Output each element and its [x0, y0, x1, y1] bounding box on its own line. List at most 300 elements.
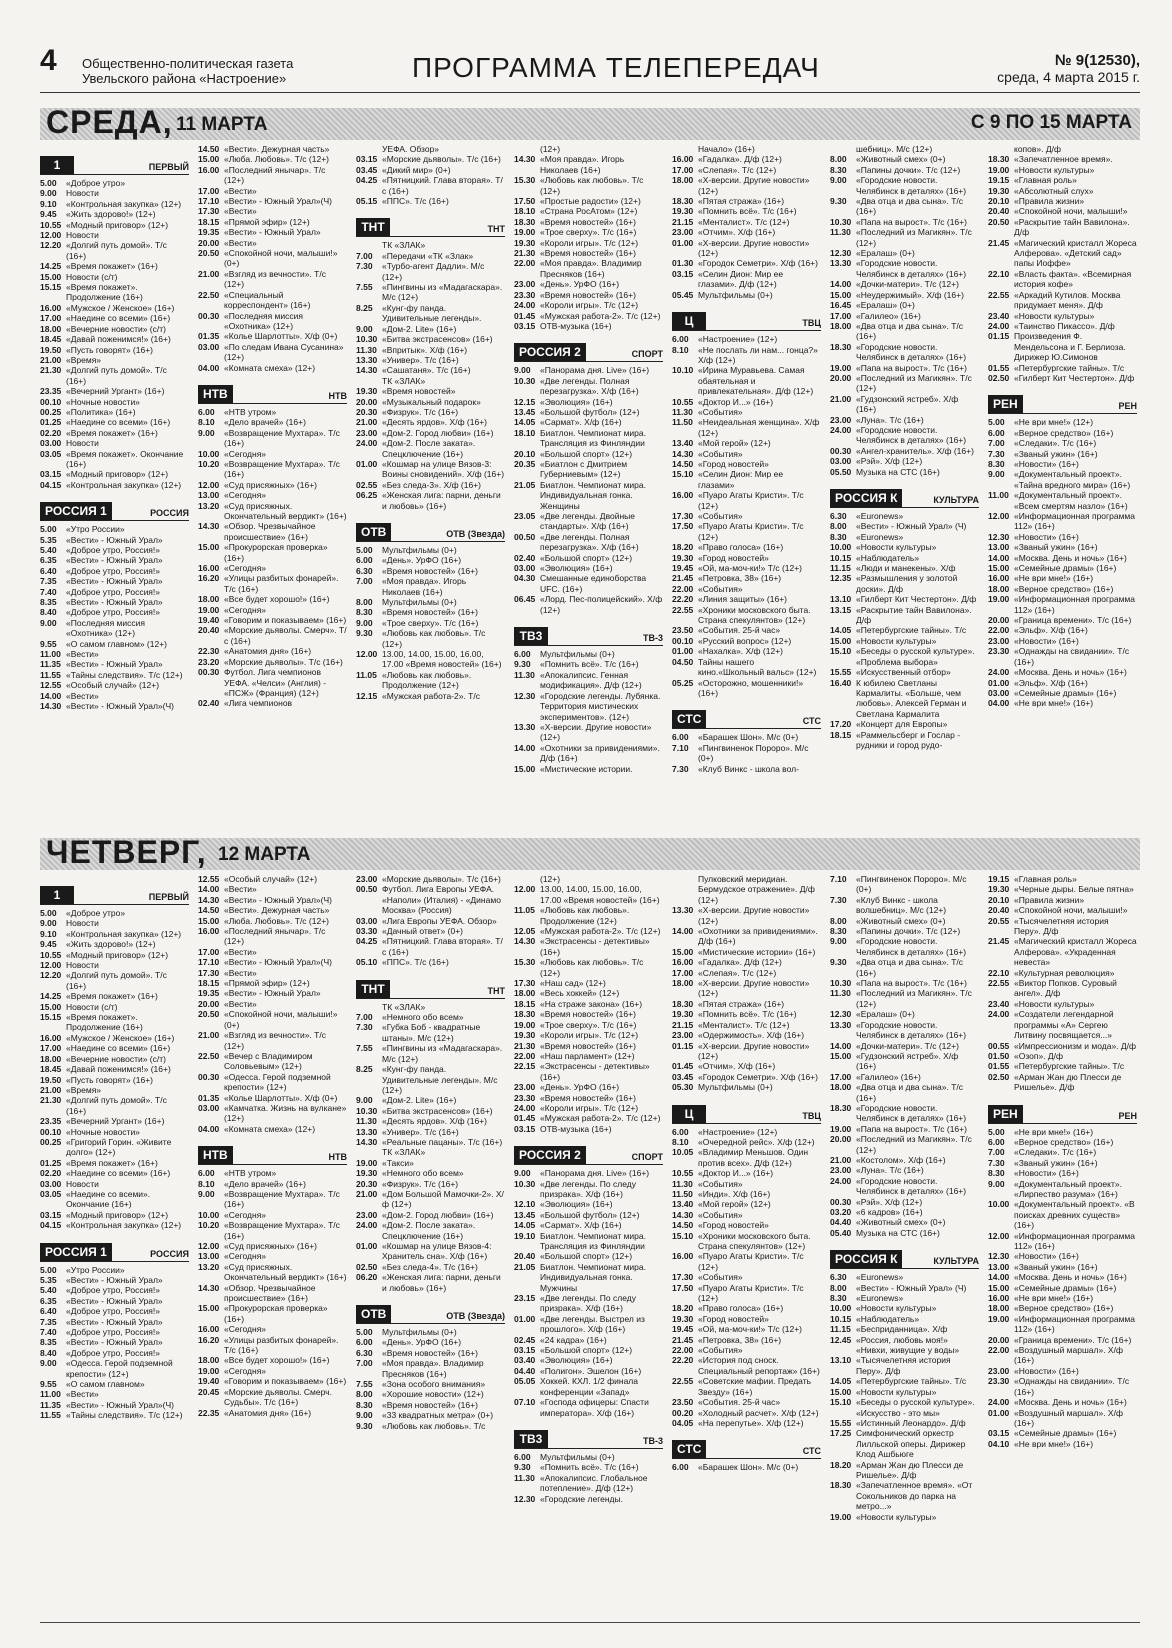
program-time: 21.15: [672, 216, 694, 227]
program-listing: [830, 300, 979, 310]
program-title: «Вести» - Южный Урал»: [66, 597, 163, 608]
program-listing: [40, 240, 189, 261]
program-title: «Барашек Шон». М/с (0+): [698, 732, 799, 743]
program-title: «Дом-2. Город любви» (16+): [382, 1209, 494, 1220]
program-listing: [514, 1231, 663, 1252]
program-time: 21.30: [514, 248, 536, 259]
program-title: «Григорий Горин. «Живите долго» (12+): [66, 1136, 172, 1158]
program-listing: [356, 1348, 505, 1358]
program-listing: [514, 594, 663, 615]
issue-info: [997, 52, 1140, 85]
program-listing: [988, 594, 1137, 615]
program-time: 7.55: [356, 1043, 373, 1054]
program-time: 12.05: [514, 926, 536, 937]
program-time: [356, 376, 382, 386]
program-listing: [988, 206, 1137, 216]
program-listing: [672, 1303, 821, 1313]
program-listing: [988, 459, 1137, 469]
program-title: «Взгляд из вечности». Т/с (12+): [224, 1030, 326, 1051]
program-listing: [672, 1020, 821, 1030]
program-title: Начало» (16+): [698, 144, 755, 154]
program-listing: [356, 936, 505, 957]
program-title: «Сегодня»: [224, 1251, 267, 1262]
program-title: «Городские новости. Челябинск в деталях» (16+): [856, 1102, 967, 1124]
program-time: 21.00: [40, 354, 62, 365]
program-listing: [198, 968, 347, 978]
program-time: 8.10: [672, 1136, 689, 1147]
program-listing: [514, 511, 663, 532]
program-title: Новости: [66, 960, 99, 971]
program-time: 16.00: [672, 957, 694, 968]
program-title: «Вести» - Южный Урал»: [66, 659, 163, 670]
program-time: 12.20: [40, 970, 62, 981]
program-title: «Жить здорово!» (12+): [66, 939, 156, 950]
program-title: Новости: [66, 1178, 99, 1189]
program-listing: [356, 345, 505, 355]
program-listing: [356, 407, 505, 417]
program-title: «Доброе утро, Россия!»: [66, 1327, 161, 1338]
program-listing: [830, 874, 979, 895]
program-title: «Модный приговор» (12+): [66, 1209, 169, 1220]
program-listing: [672, 605, 821, 626]
program-title: «День». УрФО (16+): [382, 1337, 462, 1348]
program-title: 13.00, 14.00, 15.00, 16.00, 17.00 «Время новостей» (16+): [540, 884, 660, 905]
program-listing: [988, 698, 1137, 708]
program-time: 8.00: [356, 597, 373, 608]
program-listing: [356, 165, 505, 175]
program-time: 21.00: [356, 1188, 378, 1199]
program-listing: [40, 355, 189, 365]
program-title: «Люба. Любовь». Т/с (12+): [224, 915, 329, 926]
program-listing: [356, 691, 505, 701]
program-listing: [40, 680, 189, 690]
program-listing: [198, 625, 347, 646]
program-listing: [356, 1106, 505, 1116]
program-title: «Беседы о русской культуре». «Искусство - это мы»: [856, 1397, 975, 1418]
program-listing: [514, 407, 663, 417]
program-time: 11.30: [514, 669, 535, 680]
program-time: 15.10: [830, 646, 852, 657]
program-listing: [356, 196, 505, 206]
program-listing: [830, 1041, 979, 1051]
program-time: 20.40: [988, 905, 1010, 916]
program-title: «События»: [698, 1272, 743, 1283]
program-listing: [988, 636, 1137, 646]
program-time: 01.00: [672, 237, 694, 248]
program-title: «Панорама дня. Live» (16+): [540, 365, 650, 376]
program-time: 12.55: [198, 874, 220, 884]
program-title: «Вести»: [224, 206, 257, 217]
program-title: «Новости культуры»: [1014, 310, 1095, 321]
program-time: 18.45: [40, 1064, 62, 1075]
program-title: «Пусть говорят» (16+): [66, 344, 154, 355]
program-time: 8.30: [830, 531, 847, 542]
program-time: 20.00: [198, 237, 220, 248]
program-title: «Абсолютный слух»: [1014, 185, 1094, 196]
program-listing: [198, 363, 347, 373]
program-listing: [672, 1041, 821, 1062]
program-time: 10.30: [356, 334, 378, 345]
program-title: «Две легенды. По следу призрака». Х/ф (16+): [540, 1293, 636, 1314]
program-listing: [40, 1265, 189, 1275]
program-time: 15.15: [40, 282, 62, 293]
program-time: 23.00: [672, 1030, 694, 1041]
program-title: ТК «ЗЛАК»: [382, 1147, 426, 1158]
program-listing: [988, 1127, 1137, 1137]
program-time: 21.45: [988, 237, 1010, 248]
program-title: «Пуаро Агаты Кристи». Т/с (12+): [698, 490, 804, 511]
program-time: 18.20: [830, 1459, 852, 1470]
program-time: 02.20: [40, 427, 62, 438]
program-title: «Городские новости. Челябинск в деталях» (16+): [856, 341, 967, 363]
program-title: «Городские новости. Челябинск в деталях» (16+): [856, 1019, 967, 1041]
program-title: «Вести» - Южный Урал»: [66, 1316, 163, 1327]
program-title: «Время новостей» (16+): [540, 216, 636, 227]
program-title: «Пингвиненок Пороро». М/с (0+): [698, 742, 809, 764]
program-listing: [40, 929, 189, 939]
program-listing: [356, 480, 505, 490]
program-time: 02.20: [40, 1168, 62, 1179]
program-time: 20.00: [988, 615, 1010, 626]
program-listing: [672, 1220, 821, 1230]
program-title: «Прокурорская проверка» (16+): [224, 542, 328, 563]
program-time: 10.30: [830, 978, 852, 989]
program-time: 9.00: [40, 918, 57, 929]
program-title: «Вести». Дежурная часть»: [224, 905, 330, 916]
program-time: 6.35: [40, 1295, 57, 1306]
program-title: «Тысячелетняя история Перу». Д/ф: [1014, 915, 1109, 937]
program-time: 9.00: [988, 469, 1005, 480]
program-time: [356, 144, 382, 154]
program-listing: [514, 1051, 663, 1061]
program-title: «Вести»: [66, 649, 99, 660]
program-title: «Вести». Дежурная часть»: [224, 144, 330, 154]
program-time: 12.15: [356, 690, 378, 701]
program-listing: [672, 625, 821, 635]
program-title: «Семейные драмы» (16+): [1014, 563, 1117, 574]
program-title: «Арман Жан дю Плесси де Ришелье». Д/ф: [856, 1459, 964, 1480]
program-title: «Ночные новости»: [66, 1126, 140, 1137]
program-listing: [40, 918, 189, 928]
program-listing: [672, 1324, 821, 1334]
program-listing: [672, 905, 821, 926]
program-listing: [830, 895, 979, 916]
program-title: «Луна». Т/с (16+): [856, 1165, 924, 1176]
program-time: 15.10: [672, 1230, 694, 1241]
program-time: 23.20: [198, 656, 220, 667]
program-title: «События»: [698, 1345, 743, 1356]
program-listing: [198, 331, 347, 341]
program-title: «Моя правда». Владимир Пресняков (16+): [382, 1358, 484, 1379]
program-title: «Вести» - Южный Урал»: [224, 227, 321, 238]
program-time: 04.25: [356, 936, 378, 947]
program-time: 18.30: [672, 998, 694, 1009]
program-title: «Впритык». Х/ф (16+): [382, 344, 468, 355]
program-listing: [672, 511, 821, 521]
program-time: 06.45: [514, 594, 536, 605]
program-title: «Слепая». Т/с (12+): [698, 967, 777, 978]
program-title: «Вести» - Южный Урал»: [224, 988, 321, 999]
program-time: 19.30: [672, 1313, 694, 1324]
program-time: 8.30: [356, 607, 373, 618]
program-title: «День». УрФО (16+): [382, 555, 462, 566]
program-time: 22.50: [198, 289, 220, 300]
program-time: 11.15: [830, 1324, 851, 1335]
program-title: «Любовь как любовь». Продолжение (12+): [540, 905, 630, 926]
program-title: «Гадалка». Д/ф (12+): [698, 154, 782, 165]
program-listing: [198, 698, 347, 708]
program-listing: [198, 238, 347, 248]
program-title: «Очередной рейс». Х/ф (12+): [698, 1136, 815, 1147]
program-time: 23.00: [514, 279, 536, 290]
program-time: 6.30: [830, 1272, 847, 1283]
program-time: 10.20: [198, 458, 220, 469]
program-listing: [514, 874, 663, 884]
program-time: 20.00: [988, 1334, 1010, 1345]
program-time: 14.30: [198, 521, 220, 532]
program-time: 24.00: [988, 1397, 1010, 1408]
program-time: 7.55: [356, 282, 373, 293]
schedule-column: [988, 144, 1137, 826]
program-listing: [514, 279, 663, 289]
program-listing: [198, 501, 347, 522]
program-title: «Городские новости. Челябинск в деталях» (16+): [856, 424, 967, 446]
program-title: «Два отца и два сына». Т/с (16+): [856, 320, 963, 342]
program-listing: [672, 1082, 821, 1092]
program-title: «Вести» - Южный Урал»(Ч): [224, 957, 332, 968]
program-time: 15.00: [198, 915, 220, 926]
program-time: 9.00: [514, 365, 531, 376]
program-time: 15.10: [672, 469, 694, 480]
program-time: 00.30: [198, 310, 220, 321]
program-listing: [830, 363, 979, 373]
program-title: «Вести» - Южный Урал»(Ч): [224, 196, 332, 207]
program-listing: [40, 991, 189, 1001]
program-time: 13.10: [830, 594, 852, 605]
footer-rule: [40, 1622, 1140, 1623]
program-title: «Город новостей»: [698, 1313, 769, 1324]
program-listing: [988, 1072, 1137, 1093]
program-listing: [672, 196, 821, 206]
program-title: «Помнить всё». Т/с (16+): [540, 1462, 639, 1473]
program-time: 13.30: [672, 905, 694, 916]
program-time: 04.00: [198, 1123, 220, 1134]
program-time: 21.00: [830, 393, 852, 404]
program-time: 19.00: [988, 594, 1010, 605]
program-listing: [198, 957, 347, 967]
program-listing: [356, 1043, 505, 1064]
program-listing: [40, 178, 189, 188]
program-listing: [40, 649, 189, 659]
program-listing: [40, 960, 189, 970]
program-title: «Лига чемпионов: [224, 698, 293, 709]
program-title: «Короли игры». Т/с (12+): [540, 1102, 639, 1113]
program-time: 5.35: [40, 534, 57, 545]
schedule-column: [672, 874, 821, 1618]
program-title: «Доброе утро, Россия!»: [66, 1347, 161, 1358]
program-listing: [830, 467, 979, 477]
program-listing: [514, 144, 663, 154]
program-title: «Информационная программа 112» (16+): [1014, 594, 1136, 615]
program-listing: [514, 1103, 663, 1113]
program-time: 10.55: [672, 1168, 694, 1179]
program-listing: [198, 1103, 347, 1124]
program-time: 18.00: [830, 1082, 852, 1093]
program-time: 16.20: [198, 1334, 220, 1345]
program-time: 14.30: [40, 701, 62, 712]
program-time: 8.40: [40, 1347, 57, 1358]
program-time: 21.00: [198, 1030, 220, 1041]
program-title: «Долгий путь домой». Т/с (16+): [66, 1095, 167, 1116]
program-time: 13.20: [198, 1261, 220, 1272]
program-listing: [830, 542, 979, 552]
program-time: 14.00: [40, 690, 62, 701]
program-listing: [356, 1327, 505, 1337]
program-title: «Вечерний Ургант» (16+): [66, 386, 165, 397]
program-title: «Давай поженимся!» (16+): [66, 1064, 171, 1075]
program-time: 15.00: [198, 154, 220, 165]
program-title: «Апокалипсис. Глобальное потепление». Д/ф (12+): [540, 1472, 648, 1494]
program-listing: [988, 1345, 1137, 1366]
program-listing: [514, 553, 663, 563]
program-time: 22.00: [672, 583, 694, 594]
program-listing: [198, 978, 347, 988]
program-title: «Линия защиты» (16+): [698, 594, 787, 605]
program-time: 01.55: [988, 1061, 1010, 1072]
program-time: 13.30: [356, 354, 378, 365]
program-listing: [514, 936, 663, 957]
program-time: 6.00: [672, 732, 689, 743]
day-band-wednesday: [40, 104, 1140, 140]
schedule-column: [830, 874, 979, 1618]
program-listing: [198, 1189, 347, 1210]
program-title: «Гадалка». Д/ф (12+): [698, 957, 782, 968]
program-time: [830, 144, 856, 154]
program-title: «Апокалипсис. Генная модификация». Д/ф (12+): [540, 669, 642, 691]
program-time: 11.50: [672, 417, 693, 428]
program-listing: [198, 605, 347, 615]
program-time: 16.00: [198, 164, 220, 175]
program-title: «Сегодня»: [224, 490, 267, 501]
program-listing: [356, 365, 505, 375]
program-listing: [356, 154, 505, 164]
program-title: «Слепая». Т/с (12+): [698, 164, 777, 175]
program-listing: [40, 970, 189, 991]
program-listing: [198, 290, 347, 311]
program-listing: [40, 1127, 189, 1137]
program-time: 18.20: [672, 542, 694, 553]
program-time: 21.15: [672, 1019, 694, 1030]
program-listing: [40, 1210, 189, 1220]
program-title: «Владимир Меньшов. Один против всех». Д/ф (12+): [698, 1147, 809, 1168]
program-time: 24.00: [356, 1220, 378, 1231]
program-title: «Люба. Любовь». Т/с (12+): [224, 154, 329, 165]
program-time: 6.00: [672, 1462, 689, 1473]
program-title: «Вечерние новости» (с/т): [66, 1053, 166, 1064]
channel-logo-icon: ТВ3: [514, 627, 548, 645]
program-listing: [830, 415, 979, 425]
channel-name: СТС: [802, 716, 821, 727]
program-time: 01.00: [514, 1313, 536, 1324]
program-title: «Папины дочки». Т/с (12+): [856, 164, 961, 175]
program-time: 8.10: [672, 344, 689, 355]
program-title: «Наш сад» (12+): [540, 978, 606, 989]
program-time: 20.00: [830, 372, 852, 383]
program-time: 02.40: [514, 552, 536, 563]
program-time: 15.15: [40, 1012, 62, 1023]
program-time: 9.00: [198, 427, 215, 438]
program-title: «Последняя миссия «Охотника» (12+): [224, 310, 303, 331]
program-listing: [514, 227, 663, 237]
program-time: 05.15: [356, 196, 378, 207]
program-listing: [514, 1462, 663, 1472]
program-title: «Доброе утро, Россия!»: [66, 1285, 161, 1296]
program-listing: [40, 324, 189, 334]
program-listing: [830, 1176, 979, 1197]
program-title: «Барашек Шон». М/с (0+): [698, 1462, 799, 1473]
program-time: 03.00: [988, 687, 1010, 698]
program-listing: [40, 199, 189, 209]
program-listing: [514, 397, 663, 407]
program-time: 23.30: [514, 1092, 536, 1103]
program-listing: [198, 459, 347, 480]
program-listing: [830, 678, 979, 720]
program-listing: [988, 1179, 1137, 1200]
program-time: 00.30: [198, 667, 220, 678]
program-time: 6.40: [40, 1306, 57, 1317]
program-title: «Время»: [66, 354, 102, 365]
program-title: «Женская лига: парни, деньги и любовь» (16+): [382, 1272, 501, 1293]
program-listing: [514, 1179, 663, 1200]
program-title: «Новости культуры»: [1014, 164, 1095, 175]
program-listing: [356, 303, 505, 324]
program-listing: [40, 1410, 189, 1420]
program-title: «Истинный Леонардо». Д/ф: [856, 1417, 966, 1428]
program-listing: [40, 469, 189, 479]
channel-logo-icon: ОТВ: [356, 523, 391, 541]
program-time: 04.40: [830, 1217, 852, 1228]
program-title: «Доктор И...» (16+): [698, 396, 774, 407]
program-listing: [672, 584, 821, 594]
program-title: «Животный смех» (0+): [856, 154, 946, 165]
program-listing: [830, 1512, 979, 1522]
program-time: 11.55: [40, 1410, 61, 1421]
program-title: «Рэй». Х/ф (12+): [856, 1196, 923, 1207]
program-listing: [672, 657, 821, 678]
program-listing: [830, 1051, 979, 1072]
program-listing: [672, 490, 821, 511]
program-listing: [514, 1335, 663, 1345]
schedule-column: [40, 144, 189, 826]
program-listing: [988, 511, 1137, 532]
program-listing: [514, 1397, 663, 1418]
program-title: «Концерт для Европы»: [856, 719, 948, 730]
program-time: 7.35: [40, 1316, 57, 1327]
channel-logo-icon: 1: [40, 156, 74, 174]
program-time: 19.45: [672, 1324, 694, 1335]
program-time: 04.30: [514, 573, 536, 584]
program-time: 03.45: [672, 1071, 694, 1082]
program-time: 17.00: [40, 313, 62, 324]
program-time: 6.00: [988, 427, 1005, 438]
program-title: «Россия, любовь моя!» «Нивхи, живущие у воды»: [856, 1334, 960, 1356]
program-listing: [830, 1103, 979, 1124]
program-title: «Возвращение Мухтара». Т/с (16+): [224, 1220, 340, 1241]
program-listing: [40, 701, 189, 711]
program-listing: [830, 511, 979, 521]
program-listing: [672, 1355, 821, 1376]
program-listing: [40, 1116, 189, 1126]
